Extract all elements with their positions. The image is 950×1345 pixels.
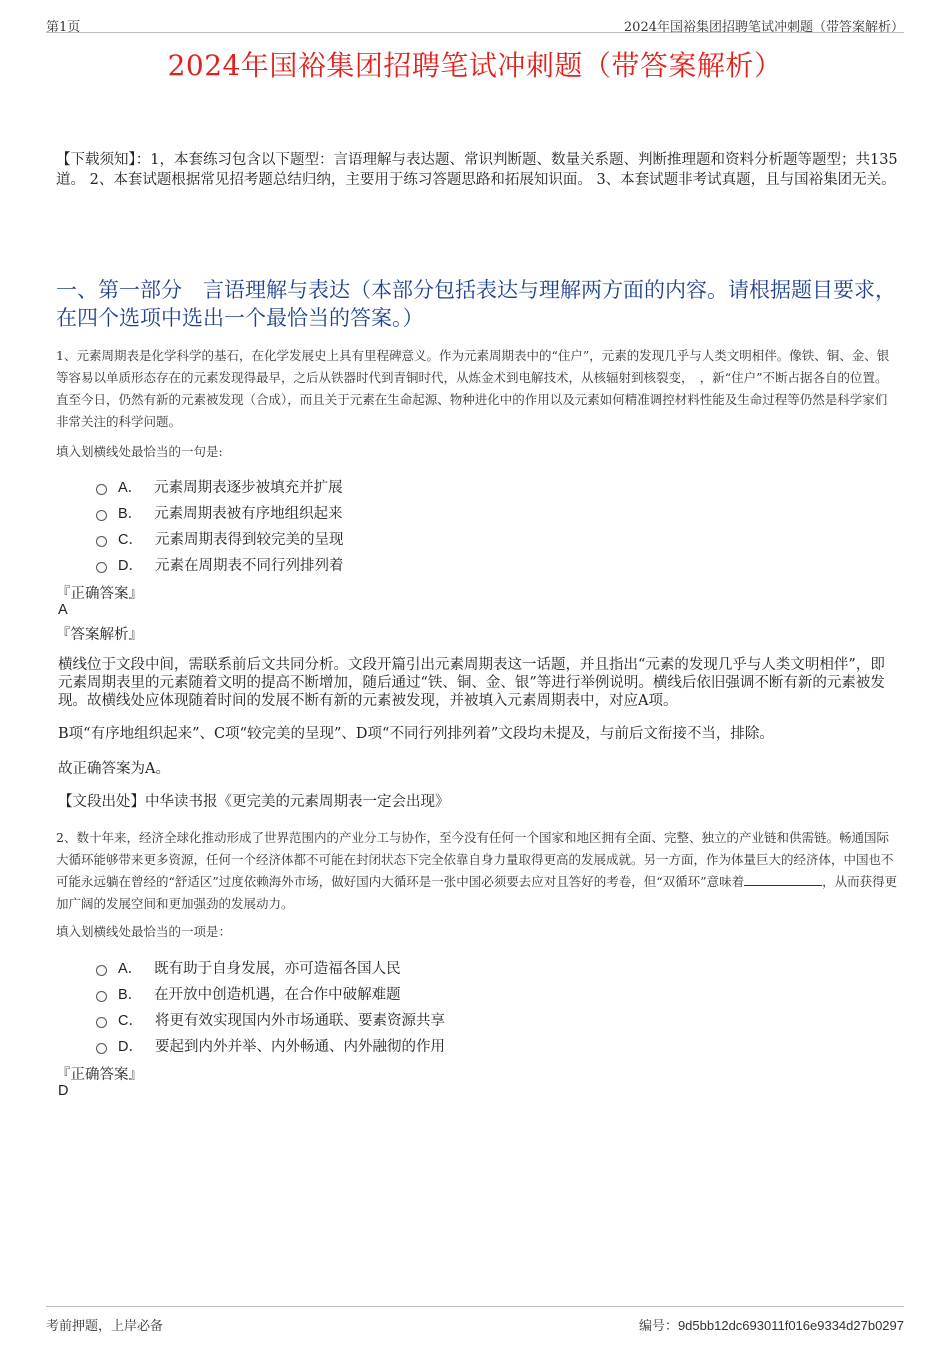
option-text: 将更有效实现国内外市场通联、要素资源共享 [154,1012,445,1029]
page-footer [46,1306,904,1334]
question-2-option-d[interactable] [96,1034,445,1056]
question-1-answer: A [58,602,68,618]
radio-icon[interactable] [96,1017,107,1028]
question-1-analysis-3: 故正确答案为A。 [58,761,170,777]
option-letter: A． [118,479,143,496]
option-text: 要起到内外并举、内外畅通、内外融彻的作用 [154,1038,445,1055]
question-2-answer-label: 『正确答案』 [56,1067,143,1083]
radio-icon[interactable] [96,965,107,976]
radio-icon[interactable] [96,536,107,547]
option-text: 既有助于自身发展，亦可造福各国人民 [154,960,401,977]
question-2-option-b[interactable] [96,982,401,1004]
option-text: 元素周期表得到较完美的呈现 [154,531,344,548]
footer-slogan: 考前押题，上岸必备 [46,1319,164,1334]
question-1-prompt: 填入划横线处最恰当的一句是: [56,444,223,459]
footer-code [639,1315,904,1334]
radio-icon[interactable] [96,991,107,1002]
question-2-text-after: ，从而获得更加广阔的发展空间和更加强劲的发展动力。 [56,874,898,911]
question-1-analysis-2: B项“有序地组织起来”、C项“较完美的呈现”、D项“不同行列排列着”文段均未提及，与前后文衔接不当，排除。 [58,726,774,742]
option-text: 元素周期表逐步被填充并扩展 [154,479,343,496]
option-letter: B． [118,986,143,1003]
option-letter: B． [118,505,143,522]
option-letter: A． [118,960,143,977]
question-1-option-b[interactable] [96,501,343,523]
answer-blank [744,873,822,886]
question-1-analysis-label: 『答案解析』 [56,627,143,643]
question-1-text: 1、元素周期表是化学科学的基石，在化学发展史上具有里程碑意义。作为元素周期表中的“住户”，元素的发现几乎与人类文明相伴。像铁、铜、金、银等容易以单质形态存在的元素发现得最早，之后从铁器时代到青铜时代，从炼金术到电解技术，从核辐射到核裂变， ，新“住户”不断占据各自的位置。直至今日，仍然有新的元素被发现（合成），而且关于元素在生命起源、物种进化中的作用以及元素如何精准调控材料性能及生命过程等仍然是科学家们非常关注的科学问题。 [56,348,890,429]
question-2-text [56,827,898,915]
option-letter: C． [118,1012,143,1029]
header-doc-title: 2024年国裕集团招聘笔试冲刺题（带答案解析） [623,20,904,35]
radio-icon[interactable] [96,484,107,495]
question-2-text-before: 2、数十年来，经济全球化推动形成了世界范围内的产业分工与协作，至今没有任何一个国家和地区拥有全面、完整、独立的产业链和供需链。畅通国际大循环能够带来更多资源，任何一个经济体都不可能在封闭状态下完全依靠自身力量取得更高的发展成就。另一方面，作为体量巨大的经济体，中国也不可能永远躺在曾经的“舒适区”过度依赖海外市场，做好国内大循环是一张中国必须要去应对且答好的考卷，但“双循环”意味着 [56,830,894,889]
radio-icon[interactable] [96,562,107,573]
question-1-analysis-1: 横线位于文段中间，需联系前后文共同分析。文段开篇引出元素周期表这一话题，并且指出“元素的发现几乎与人类文明相伴”，即元素周期表里的元素随着文明的提高不断增加，随后通过“铁、铜、金、银”等进行举例说明。横线后依旧强调不断有新的元素被发现。故横线处应体现随着时间的发展不断有新的元素被发现，并被填入元素周期表中，对应A项。 [58,657,885,709]
option-text: 在开放中创造机遇，在合作中破解难题 [154,986,401,1003]
option-letter: D． [118,557,143,574]
question-2-answer: D [58,1083,69,1099]
question-1-option-d[interactable] [96,553,343,575]
option-text: 元素在周期表不同行列排列着 [154,557,344,574]
question-1-answer-label: 『正确答案』 [56,586,143,602]
page-number: 第1页 [46,20,81,35]
document-title: 2024年国裕集团招聘笔试冲刺题（带答案解析） [167,49,783,82]
page-header [46,14,904,33]
question-2-prompt: 填入划横线处最恰当的一项是： [56,924,232,939]
radio-icon[interactable] [96,1043,107,1054]
option-text: 元素周期表被有序地组织起来 [154,505,343,522]
radio-icon[interactable] [96,510,107,521]
option-letter: D． [118,1038,143,1055]
section-title: 一、第一部分 言语理解与表达（本部分包括表达与理解两方面的内容。请根据题目要求，在四个选项中选出一个最恰当的答案。） [56,278,896,330]
question-1-source: 【文段出处】中华读书报《更完美的元素周期表一定会出现》 [58,794,450,810]
question-1-option-c[interactable] [96,527,343,549]
footer-code-label: 编号： [638,1319,678,1334]
question-1-option-a[interactable] [96,475,343,497]
download-notice: 【下载须知】：1，本套练习包含以下题型：言语理解与表达题、常识判断题、数量关系题、判断推理题和资料分析题等题型；共135道。 2、本套试题根据常见招考题总结归纳，主要用于练习答题思路和拓展知识面。 3、本套试题非考试真题，且与国裕集团无关。 [56,152,898,188]
question-2-option-c[interactable] [96,1008,445,1030]
footer-code-value: 9d5bb12dc693011f016e9334d27b0297 [677,1318,904,1333]
question-2-option-a[interactable] [96,956,401,978]
option-letter: C． [118,531,143,548]
